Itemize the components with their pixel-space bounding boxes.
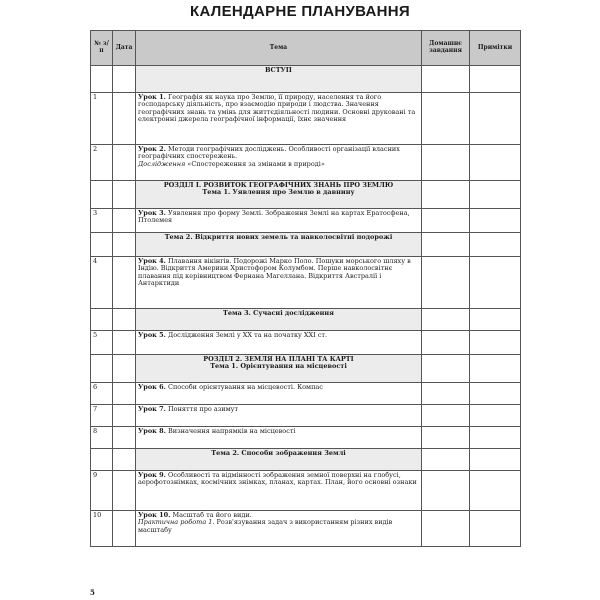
lesson-label: Урок 3. — [138, 209, 166, 217]
header-num: № з/п — [91, 31, 113, 66]
section-intro: ВСТУП — [136, 66, 422, 93]
lesson-label: Урок 1. — [138, 93, 166, 101]
lesson-text: Особливості та відмінності зображення земної поверхні на глобусі, аерофотознімках, космічних знімках, планах, картах. План, його основні ознаки — [138, 471, 417, 487]
row-num: 3 — [91, 209, 113, 233]
row-notes — [470, 331, 521, 355]
row-homework — [422, 209, 470, 233]
table-row — [91, 93, 521, 145]
row-homework — [422, 471, 470, 511]
row-date — [113, 209, 136, 233]
lesson-label: Урок 6. — [138, 383, 166, 391]
row-homework — [422, 145, 470, 181]
header-date: Дата — [113, 31, 136, 66]
section-2-topic-2: Тема 2. Способи зображення Землі — [136, 449, 422, 471]
section-row — [91, 66, 521, 93]
row-notes — [470, 471, 521, 511]
row-topic — [136, 471, 422, 511]
row-num: 10 — [91, 511, 113, 547]
row-topic — [136, 427, 422, 449]
lesson-label: Урок 9. — [138, 471, 166, 479]
section-row — [91, 355, 521, 383]
lesson-label: Урок 7. — [138, 405, 166, 413]
section-2-topic-1: Тема 1. Орієнтування на місцевості — [210, 362, 347, 371]
lesson-text: Поняття про азимут — [167, 405, 239, 413]
lesson-label: Урок 8. — [138, 427, 166, 435]
section-2-title: РОЗДІЛ 2. ЗЕМЛЯ НА ПЛАНІ ТА КАРТІ — [203, 355, 354, 363]
row-notes — [470, 405, 521, 427]
row-num: 8 — [91, 427, 113, 449]
row-date — [113, 145, 136, 181]
page-number: 5 — [90, 588, 95, 597]
row-topic — [136, 93, 422, 145]
lesson-label: Урок 5. — [138, 331, 166, 339]
row-notes — [470, 93, 521, 145]
row-topic — [136, 405, 422, 427]
table-row — [91, 471, 521, 511]
table-row — [91, 331, 521, 355]
section-1-topic-1: Тема 1. Уявлення про Землю в давнину — [202, 188, 355, 197]
row-date — [113, 383, 136, 405]
section-1-topic-3: Тема 3. Сучасні дослідження — [136, 309, 422, 331]
table-row — [91, 405, 521, 427]
lesson-text: Дослідження Землі у XX та на початку XXI ст. — [167, 331, 328, 339]
row-topic — [136, 145, 422, 181]
row-notes — [470, 383, 521, 405]
section-row — [91, 181, 521, 209]
table-row — [91, 209, 521, 233]
row-homework — [422, 257, 470, 309]
table-row — [91, 257, 521, 309]
row-homework — [422, 331, 470, 355]
lesson-text: Географія як наука про Землю, її природу, населення та його господарську діяльність, про взаємодію природи і людства. Значення географічних знань та умінь для життєдіяльності людини. Основні друковані та електронні джерела географічної інформації, їхнє значення — [138, 93, 416, 124]
lesson-text: Визначення напрямків на місцевості — [167, 427, 296, 435]
lesson-text: Способи орієнтування на місцевості. Компас — [167, 383, 323, 391]
header-homework: Домашнє завдання — [422, 31, 470, 66]
row-num: 1 — [91, 93, 113, 145]
row-homework — [422, 405, 470, 427]
section-1 — [136, 181, 422, 209]
section-row — [91, 233, 521, 257]
lesson-extra-label: Дослідження — [138, 159, 186, 168]
row-num: 2 — [91, 145, 113, 181]
row-date — [113, 257, 136, 309]
row-date — [113, 427, 136, 449]
lesson-label: Урок 10. — [138, 511, 171, 519]
row-date — [113, 511, 136, 547]
lesson-extra-label: Практична робота 1. — [138, 518, 215, 527]
row-topic — [136, 331, 422, 355]
row-topic — [136, 383, 422, 405]
row-date — [113, 93, 136, 145]
lesson-extra-text: Розв'язування задач з використанням різних видів масштабу — [138, 518, 393, 534]
row-homework — [422, 93, 470, 145]
row-date — [113, 471, 136, 511]
table-row — [91, 145, 521, 181]
row-num: 4 — [91, 257, 113, 309]
row-num: 7 — [91, 405, 113, 427]
table-row — [91, 383, 521, 405]
calendar-plan-table — [90, 30, 521, 547]
row-homework — [422, 383, 470, 405]
row-notes — [470, 427, 521, 449]
table-row — [91, 511, 521, 547]
row-num: 6 — [91, 383, 113, 405]
row-topic — [136, 209, 422, 233]
row-num: 9 — [91, 471, 113, 511]
row-date — [113, 405, 136, 427]
header-notes: Примітки — [470, 31, 521, 66]
row-num: 5 — [91, 331, 113, 355]
section-2 — [136, 355, 422, 383]
row-notes — [470, 209, 521, 233]
section-row — [91, 309, 521, 331]
lesson-extra-text: «Спостереження за змінами в природі» — [187, 159, 325, 168]
row-homework — [422, 427, 470, 449]
section-1-title: РОЗДІЛ І. РОЗВИТОК ГЕОГРАФІЧНИХ ЗНАНЬ ПРО ЗЕМЛЮ — [163, 181, 394, 189]
lesson-text: Методи географічних досліджень. Особливості організації власних географічних спостережень. — [138, 145, 400, 161]
row-homework — [422, 511, 470, 547]
lesson-label: Урок 2. — [138, 145, 166, 153]
row-notes — [470, 511, 521, 547]
row-date — [113, 331, 136, 355]
section-row — [91, 449, 521, 471]
table-header-row — [91, 31, 521, 66]
header-topic: Тема — [136, 31, 422, 66]
section-1-topic-2: Тема 2. Відкриття нових земель та навколосвітні подорожі — [136, 233, 422, 257]
lesson-text: Плавання вікінгів. Подорожі Марко Поло. Пошуки морського шляху в Індію. Відкриття Америки Христофором Колумбом. Перше навколосвітнє плавання під керівництвом Фернана Магеллана. Відкриття Австралії і Антарктиди — [138, 257, 411, 288]
row-topic — [136, 257, 422, 309]
row-notes — [470, 257, 521, 309]
lesson-text: Масштаб та його види. — [172, 511, 252, 519]
row-topic — [136, 511, 422, 547]
table-row — [91, 427, 521, 449]
lesson-label: Урок 4. — [138, 257, 166, 265]
page-title: КАЛЕНДАРНЕ ПЛАНУВАННЯ — [189, 3, 411, 20]
lesson-text: Уявлення про форму Землі. Зображення Землі на картах Ератосфена, Птолемея — [138, 209, 410, 225]
row-notes — [470, 145, 521, 181]
